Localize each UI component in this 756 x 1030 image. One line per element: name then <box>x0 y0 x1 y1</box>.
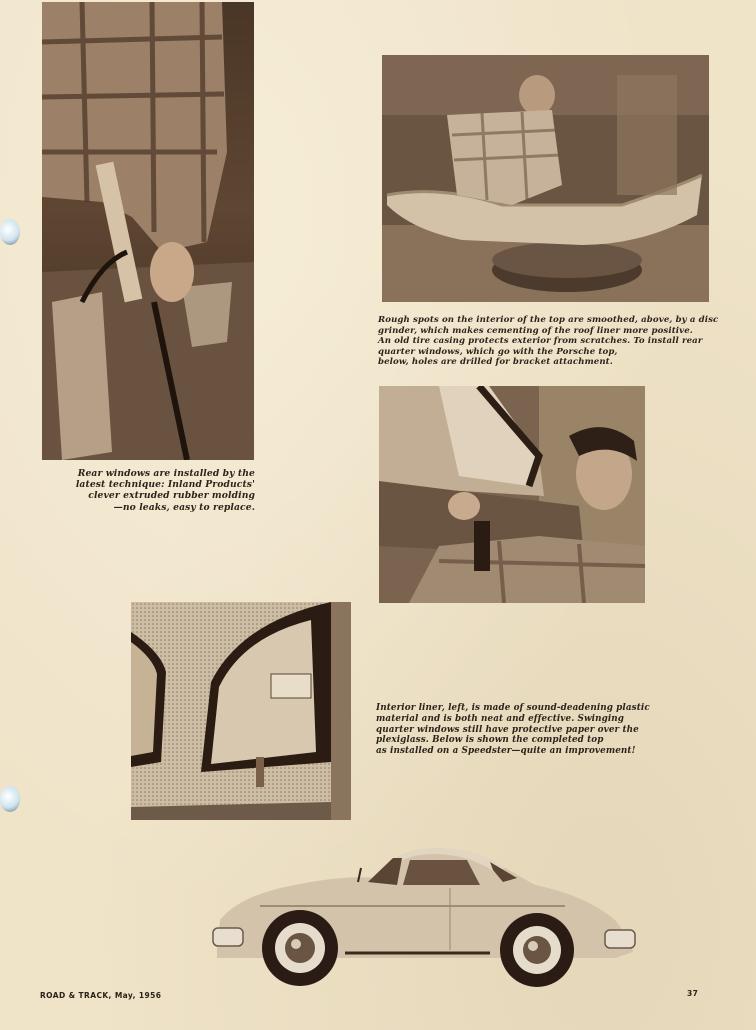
caption-line: quarter windows still have protective paper over the <box>376 724 639 735</box>
photo-rear-window-install <box>42 2 254 460</box>
caption-line: Rear windows are installed by the <box>77 468 255 479</box>
photo-drilling-holes <box>379 386 645 603</box>
caption-interior-liner <box>376 703 650 757</box>
caption-rear-windows <box>70 468 255 513</box>
caption-rough-spots <box>378 315 718 368</box>
caption-line: plexiglass. Below is shown the completed top <box>376 735 604 746</box>
caption-line: clever extruded rubber molding <box>88 490 255 502</box>
caption-line: Interior liner, left, is made of sound-deadening plastic <box>376 703 650 713</box>
caption-line: as installed on a Speedster—quite an improvement! <box>376 746 636 757</box>
caption-line: —no leaks, easy to replace. <box>113 501 255 513</box>
caption-line: quarter windows, which go with the Porsche top, <box>378 346 618 357</box>
binder-hole-top <box>0 219 20 245</box>
caption-line: grinder, which makes cementing of the roof liner more positive. <box>378 325 693 336</box>
photo-disc-grinder <box>382 55 709 302</box>
photo-porsche-speedster <box>205 840 645 988</box>
caption-line: An old tire casing protects exterior from scratches. To install rear <box>378 336 703 347</box>
photo-interior-liner <box>131 602 351 820</box>
caption-line: latest technique: Inland Products' <box>75 479 255 491</box>
binder-hole-bottom <box>0 786 20 812</box>
caption-line: Rough spots on the interior of the top are smoothed, above, by a disc <box>378 315 719 325</box>
footer-publication: ROAD & TRACK, May, 1956 <box>40 991 162 1000</box>
footer-page-number: 37 <box>687 989 699 998</box>
caption-line: material and is both neat and effective. Swinging <box>376 713 625 724</box>
caption-line: below, holes are drilled for bracket attachment. <box>378 357 613 368</box>
